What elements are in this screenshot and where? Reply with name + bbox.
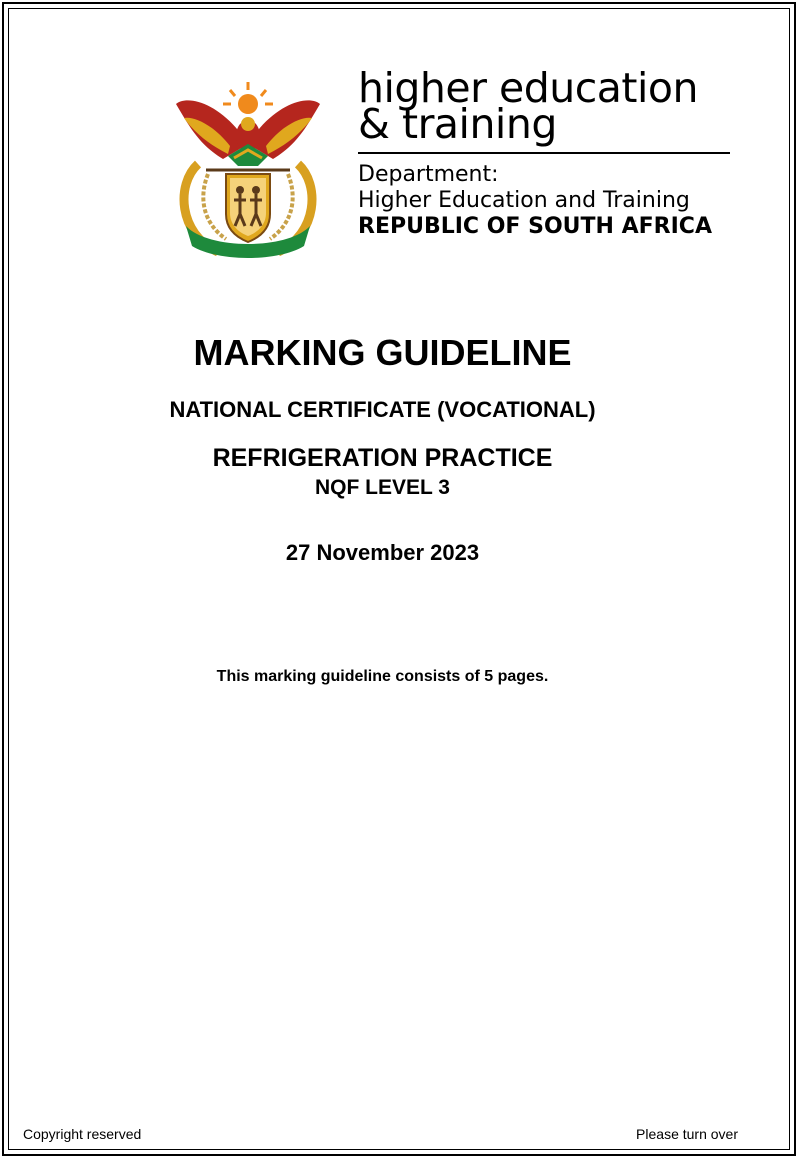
turn-over-footer: Please turn over [636,1126,738,1142]
document-title: MARKING GUIDELINE [193,332,572,373]
logo-line-1: higher education [358,64,698,112]
coat-of-arms-logo [168,74,328,260]
certificate-name: NATIONAL CERTIFICATE (VOCATIONAL) [169,397,596,422]
logo-line-2: & training [358,100,557,148]
country-name: REPUBLIC OF SOUTH AFRICA [358,214,712,239]
nqf-level: NQF LEVEL 3 [315,476,450,499]
copyright-footer: Copyright reserved [23,1126,142,1142]
page-count-note: This marking guideline consists of 5 pages. [216,668,549,685]
logo-divider [358,152,730,154]
exam-date: 27 November 2023 [285,540,480,565]
department-label: Department: [358,162,499,187]
department-logo-text [358,64,738,240]
subject-name: REFRIGERATION PRACTICE [212,444,553,472]
department-name: Higher Education and Training [358,188,690,213]
